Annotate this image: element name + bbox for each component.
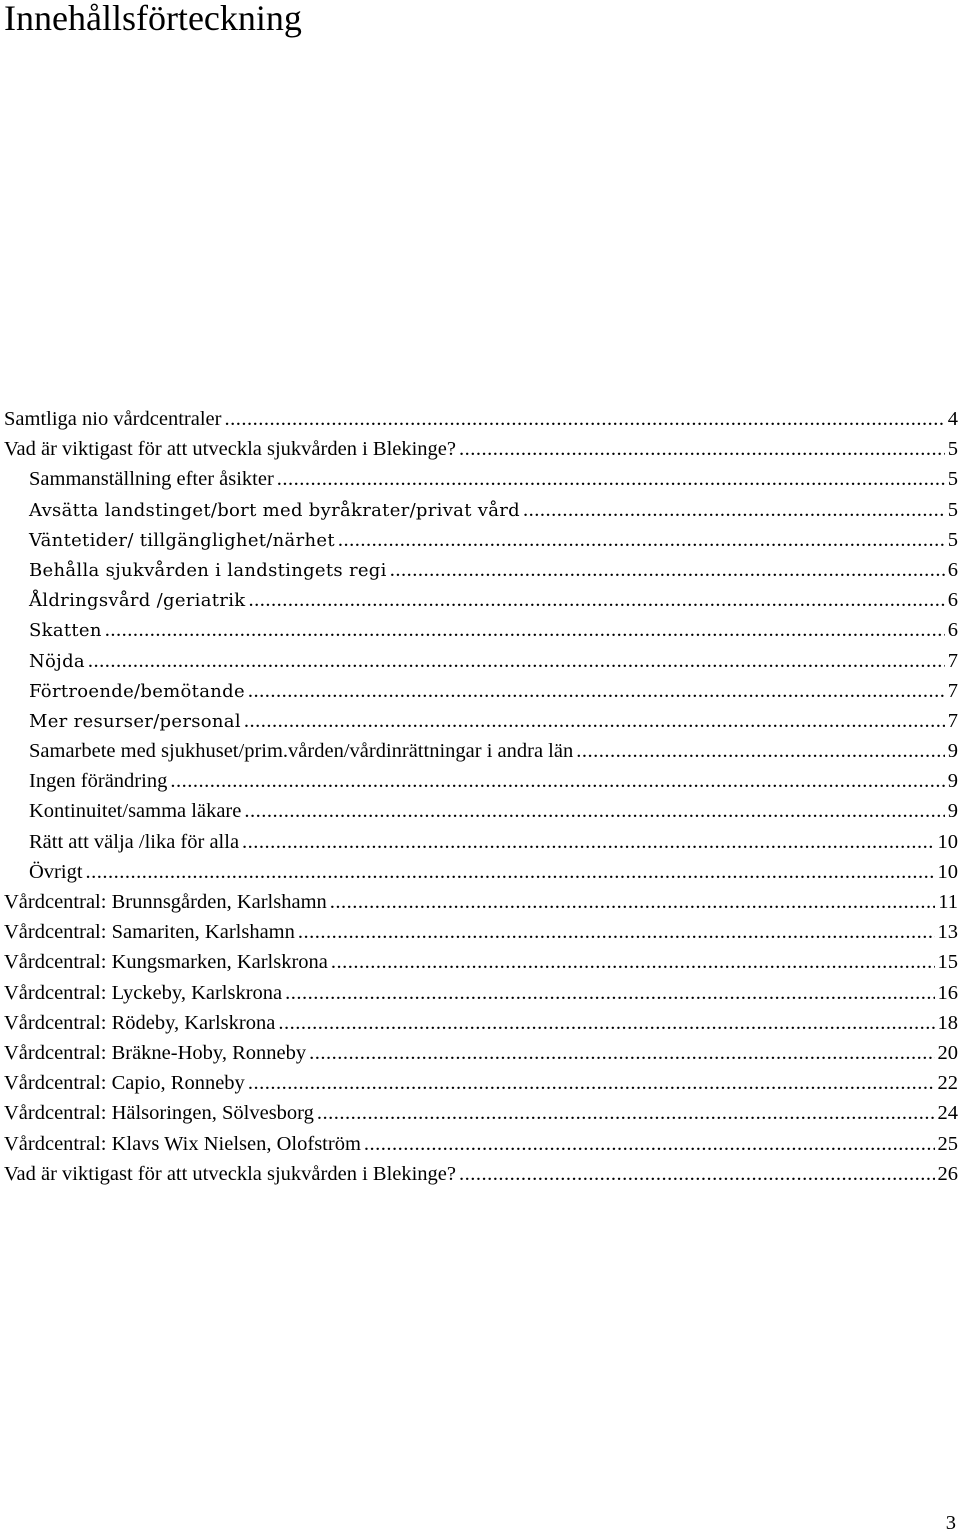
toc-leader-dots xyxy=(86,857,935,887)
toc-entry-label: Vårdcentral: Samariten, Karlshamn xyxy=(4,921,295,944)
toc-entry-label: Avsätta landstinget/bort med byråkrater/privat vård xyxy=(29,499,520,521)
toc-entry[interactable] xyxy=(4,1068,960,1098)
toc-leader-dots xyxy=(248,585,944,615)
toc-entry[interactable] xyxy=(4,1038,960,1068)
toc-entry-page: 11 xyxy=(938,891,958,913)
toc-entry-page: 6 xyxy=(947,558,958,581)
table-of-contents xyxy=(4,404,960,1189)
toc-entry-page: 25 xyxy=(937,1132,958,1155)
toc-entry[interactable] xyxy=(4,495,960,525)
toc-entry[interactable] xyxy=(4,1008,960,1038)
toc-entry-label: Vårdcentral: Lyckeby, Karlskrona xyxy=(4,981,283,1004)
toc-entry[interactable] xyxy=(4,646,960,676)
toc-entry[interactable] xyxy=(4,736,960,766)
toc-entry[interactable] xyxy=(4,827,960,857)
toc-leader-dots xyxy=(459,1159,934,1189)
toc-leader-dots xyxy=(105,615,945,645)
toc-entry[interactable] xyxy=(4,676,960,706)
toc-entry-page: 9 xyxy=(947,740,958,763)
toc-entry[interactable] xyxy=(4,706,960,736)
toc-entry-label: Vad är viktigast för att utveckla sjukvården i Blekinge? xyxy=(4,1162,457,1185)
toc-leader-dots xyxy=(523,495,945,525)
toc-leader-dots xyxy=(242,827,934,857)
toc-entry-label: Vårdcentral: Capio, Ronneby xyxy=(4,1072,245,1095)
toc-entry[interactable] xyxy=(4,404,960,434)
toc-entry-label: Vårdcentral: Klavs Wix Nielsen, Olofström xyxy=(4,1132,361,1155)
toc-entry-page: 10 xyxy=(937,860,958,883)
toc-entry[interactable] xyxy=(4,766,960,796)
toc-leader-dots xyxy=(170,766,944,796)
toc-entry[interactable] xyxy=(4,978,960,1008)
toc-leader-dots xyxy=(317,1098,935,1128)
toc-entry[interactable] xyxy=(4,1159,960,1189)
toc-entry-page: 18 xyxy=(937,1011,958,1034)
toc-entry[interactable] xyxy=(4,555,960,585)
toc-leader-dots xyxy=(576,736,945,766)
toc-leader-dots xyxy=(331,947,935,977)
toc-entry-page: 9 xyxy=(947,770,958,793)
toc-entry-label: Väntetider/ tillgänglighet/närhet xyxy=(29,529,335,551)
toc-entry-label: Ingen förändring xyxy=(29,770,168,793)
toc-leader-dots xyxy=(88,646,945,676)
toc-leader-dots xyxy=(364,1129,935,1159)
toc-entry-label: Nöjda xyxy=(29,650,85,672)
toc-entry-page: 5 xyxy=(947,438,958,461)
toc-entry-page: 15 xyxy=(937,951,958,974)
toc-leader-dots xyxy=(248,676,945,706)
toc-leader-dots xyxy=(298,917,935,947)
toc-entry-page: 7 xyxy=(947,679,958,702)
toc-entry-label: Sammanställning efter åsikter xyxy=(29,468,274,491)
toc-entry-label: Samarbete med sjukhuset/prim.vården/vårdinrättningar i andra län xyxy=(29,740,574,763)
toc-entry-label: Behålla sjukvården i landstingets regi xyxy=(29,559,387,581)
toc-entry-label: Skatten xyxy=(29,620,102,642)
toc-entry-label: Vårdcentral: Brunnsgården, Karlshamn xyxy=(4,891,327,913)
toc-entry-page: 5 xyxy=(947,528,958,551)
toc-leader-dots xyxy=(390,555,945,585)
toc-entry-label: Vårdcentral: Bräkne-Hoby, Ronneby xyxy=(4,1041,307,1064)
toc-entry-page: 6 xyxy=(947,619,958,642)
toc-entry-label: Förtroende/bemötande xyxy=(29,680,245,702)
toc-leader-dots xyxy=(309,1038,934,1068)
toc-leader-dots xyxy=(338,525,945,555)
toc-entry-page: 24 xyxy=(937,1102,958,1125)
toc-entry-page: 5 xyxy=(947,468,958,491)
toc-leader-dots xyxy=(244,706,945,736)
toc-entry-page: 22 xyxy=(937,1072,958,1095)
toc-entry[interactable] xyxy=(4,796,960,826)
toc-entry-label: Vårdcentral: Hälsoringen, Sölvesborg xyxy=(4,1102,314,1125)
toc-entry-page: 7 xyxy=(947,649,958,672)
toc-entry-page: 5 xyxy=(947,498,958,521)
toc-entry-page: 10 xyxy=(937,830,958,853)
toc-entry-label: Rätt att välja /lika för alla xyxy=(29,830,240,853)
toc-leader-dots xyxy=(459,434,945,464)
toc-entry-page: 7 xyxy=(947,709,958,732)
toc-entry-page: 20 xyxy=(937,1041,958,1064)
toc-entry-label: Vårdcentral: Kungsmarken, Karlskrona xyxy=(4,951,328,974)
toc-entry[interactable] xyxy=(4,434,960,464)
toc-entry-page: 9 xyxy=(947,800,958,823)
toc-leader-dots xyxy=(244,796,944,826)
toc-entry-label: Vårdcentral: Rödeby, Karlskrona xyxy=(4,1011,276,1034)
toc-entry[interactable] xyxy=(4,585,960,615)
toc-entry[interactable] xyxy=(4,1129,960,1159)
page-number: 3 xyxy=(945,1512,956,1534)
toc-entry[interactable] xyxy=(4,464,960,494)
toc-entry-page: 13 xyxy=(937,921,958,944)
toc-leader-dots xyxy=(278,1008,934,1038)
toc-entry-label: Mer resurser/personal xyxy=(29,710,241,732)
toc-entry[interactable] xyxy=(4,947,960,977)
toc-entry-label: Samtliga nio vårdcentraler xyxy=(4,408,222,430)
toc-entry[interactable] xyxy=(4,917,960,947)
toc-leader-dots xyxy=(224,404,944,434)
toc-leader-dots xyxy=(277,464,945,494)
toc-entry-label: Vad är viktigast för att utveckla sjukvården i Blekinge? xyxy=(4,438,457,461)
toc-entry-page: 4 xyxy=(947,408,958,430)
page-title: Innehållsförteckning xyxy=(4,0,302,38)
toc-entry-page: 16 xyxy=(937,981,958,1004)
toc-entry-label: Åldringsvård /geriatrik xyxy=(29,590,246,612)
toc-entry-page: 6 xyxy=(947,589,958,612)
toc-leader-dots xyxy=(285,978,934,1008)
toc-entry-label: Övrigt xyxy=(29,860,83,883)
toc-entry[interactable] xyxy=(4,887,960,917)
toc-entry[interactable] xyxy=(4,1098,960,1128)
toc-entry[interactable] xyxy=(4,857,960,887)
toc-leader-dots xyxy=(248,1068,935,1098)
toc-entry-page: 26 xyxy=(937,1162,958,1185)
toc-entry[interactable] xyxy=(4,615,960,645)
toc-entry-label: Kontinuitet/samma läkare xyxy=(29,800,242,823)
toc-entry[interactable] xyxy=(4,525,960,555)
toc-leader-dots xyxy=(330,887,935,917)
